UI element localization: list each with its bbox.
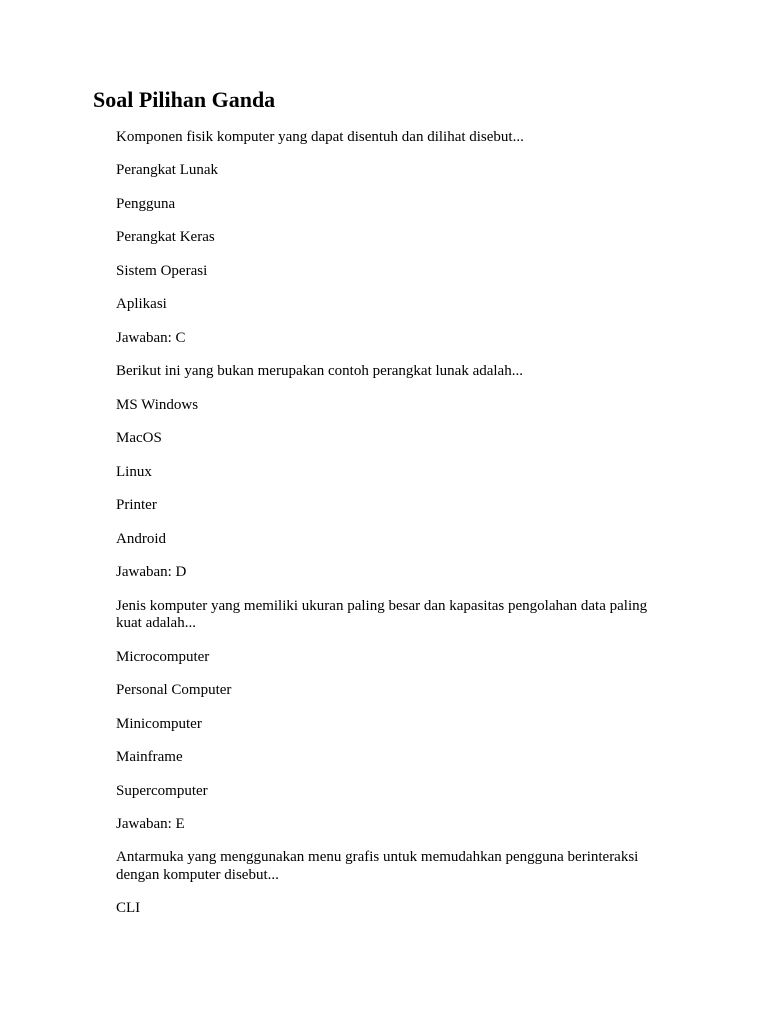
question-text: Jenis komputer yang memiliki ukuran paling besar dan kapasitas pengolahan data paling kuat adalah... [116,597,648,632]
question-list [116,129,676,934]
answer-option: Microcomputer [116,648,210,665]
answer-option: MS Windows [116,396,199,413]
answer-key: Jawaban: E [116,815,185,832]
answer-key: Jawaban: D [116,564,187,581]
answer-option: Personal Computer [116,682,232,699]
answer-option: MacOS [116,430,162,447]
answer-key: Jawaban: C [116,329,186,346]
question-text: Antarmuka yang menggunakan menu grafis untuk memudahkan pengguna berinteraksi dengan komputer disebut... [116,849,639,883]
answer-option: CLI [116,900,141,917]
question-text: Komponen fisik komputer yang dapat disentuh dan dilihat disebut... [116,129,524,145]
question-text: Berikut ini yang bukan merupakan contoh perangkat lunak adalah... [116,363,523,380]
answer-option: Perangkat Keras [116,229,215,246]
answer-option: Aplikasi [116,296,167,313]
page-title: Soal Pilihan Ganda [93,87,276,112]
answer-option: Sistem Operasi [116,262,208,279]
answer-option: Printer [116,497,157,514]
answer-option: Minicomputer [116,715,202,732]
answer-option: Linux [116,463,152,480]
answer-option: Supercomputer [116,782,208,799]
answer-option: Perangkat Lunak [116,162,219,179]
answer-option: Mainframe [116,749,183,766]
answer-option: Android [116,530,166,547]
answer-option: Pengguna [116,195,176,212]
